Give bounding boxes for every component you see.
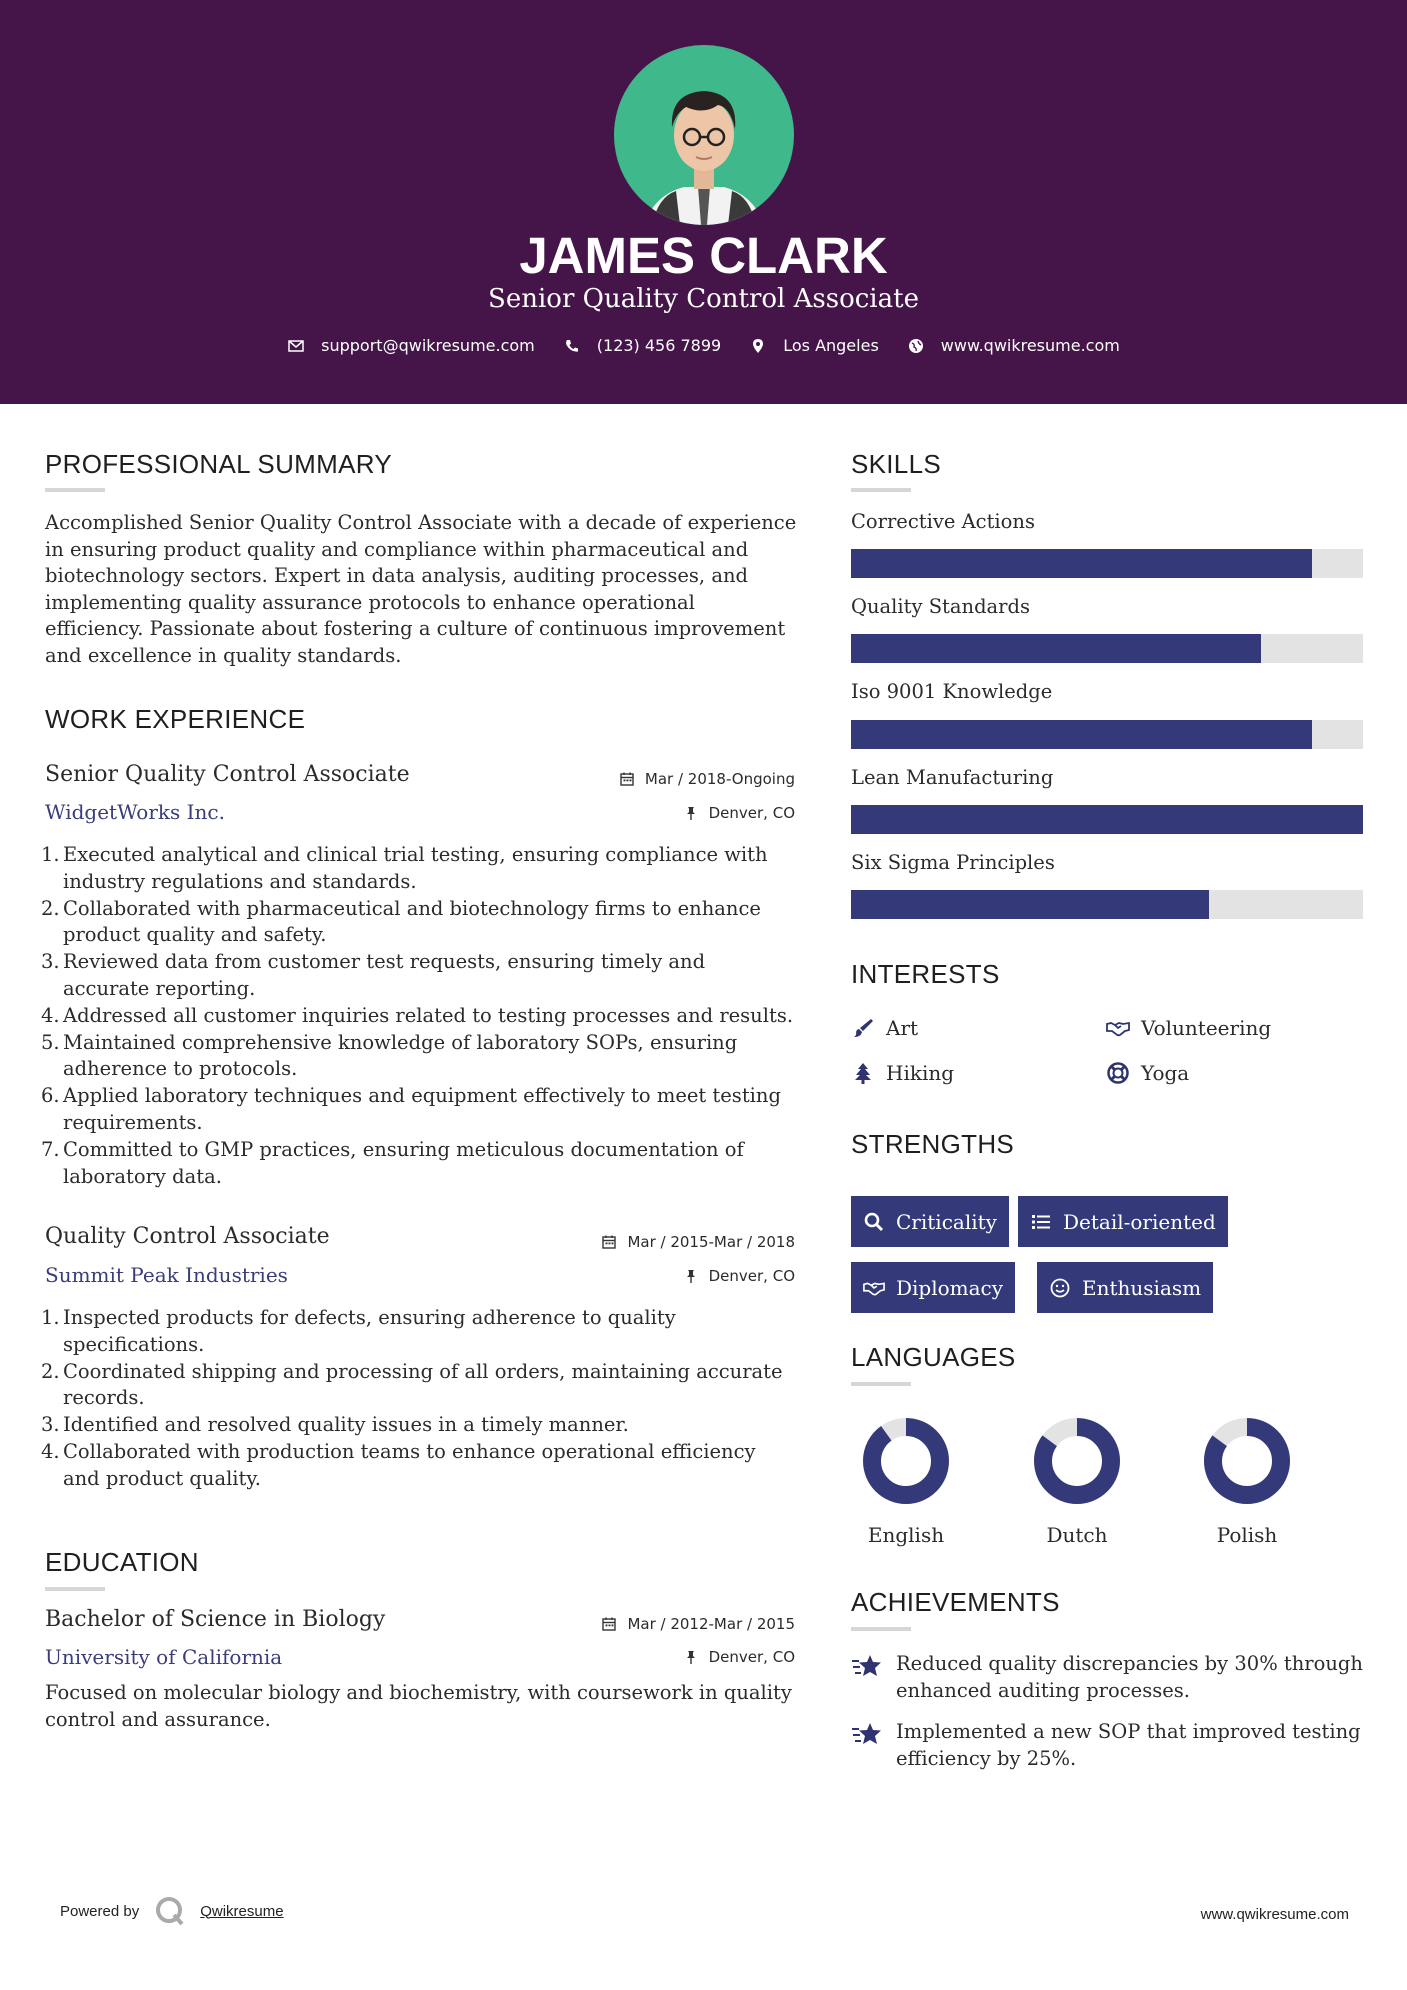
pushpin-icon xyxy=(683,805,699,821)
language-name: Dutch xyxy=(1046,1523,1108,1547)
skill-bar-fill xyxy=(851,890,1209,919)
skill-label: Corrective Actions xyxy=(851,510,1035,533)
job-location-text: Denver, CO xyxy=(708,1267,795,1285)
job-dates-text: Mar / 2015-Mar / 2018 xyxy=(627,1233,795,1251)
phone-icon xyxy=(563,337,581,355)
interests-heading: INTERESTS xyxy=(851,959,1000,989)
job-title: Senior Quality Control Associate xyxy=(45,762,410,787)
skill-bar xyxy=(851,890,1363,919)
pushpin-icon xyxy=(683,1268,699,1284)
qwikresume-logo-icon xyxy=(154,1895,186,1927)
skills-heading: SKILLS xyxy=(851,449,941,479)
language-item xyxy=(851,1416,961,1547)
job-location-text: Denver, CO xyxy=(708,804,795,822)
interest-item xyxy=(1106,1061,1189,1085)
envelope-icon xyxy=(287,337,305,355)
profile-photo xyxy=(614,45,794,225)
strength-label: Enthusiasm xyxy=(1082,1275,1202,1300)
job-location xyxy=(683,804,795,822)
paintbrush-icon xyxy=(851,1016,875,1040)
list-icon xyxy=(1030,1211,1052,1233)
language-name: English xyxy=(867,1523,945,1547)
skill-bar-fill xyxy=(851,805,1363,834)
list-item: 1. Inspected products for defects, ensuring adherence to quality specifications. xyxy=(41,1306,676,1356)
company-name: WidgetWorks Inc. xyxy=(45,800,225,824)
job-location xyxy=(683,1267,795,1285)
handshake-icon xyxy=(1106,1016,1130,1040)
skill-label: Iso 9001 Knowledge xyxy=(851,680,1053,703)
calendar-icon xyxy=(601,1616,617,1632)
skill-label: Quality Standards xyxy=(851,595,1030,618)
skill-bar-fill xyxy=(851,720,1312,749)
interest-label: Hiking xyxy=(886,1061,955,1085)
language-donut xyxy=(1202,1416,1292,1506)
interest-label: Volunteering xyxy=(1141,1016,1272,1040)
search-icon xyxy=(863,1211,885,1233)
education-divider xyxy=(45,1587,105,1591)
company-name: Summit Peak Industries xyxy=(45,1263,288,1287)
education-location xyxy=(683,1648,795,1666)
strength-chip xyxy=(851,1196,1009,1247)
achievements-divider xyxy=(851,1627,911,1631)
job-dates-text: Mar / 2018-Ongoing xyxy=(644,770,795,788)
star-icon xyxy=(851,1718,883,1750)
skill-bar-fill xyxy=(851,634,1261,663)
resume-header xyxy=(0,0,1407,404)
contact-phone[interactable] xyxy=(563,336,721,355)
contact-location xyxy=(749,336,879,355)
contact-website-text: www.qwikresume.com xyxy=(940,336,1120,355)
contact-phone-text: (123) 456 7899 xyxy=(596,336,722,355)
footer-powered-by xyxy=(60,1895,284,1927)
strength-label: Criticality xyxy=(896,1209,997,1234)
language-item xyxy=(1022,1416,1132,1547)
strengths-heading: STRENGTHS xyxy=(851,1129,1015,1159)
tree-icon xyxy=(851,1061,875,1085)
qwikresume-link[interactable]: Qwikresume xyxy=(200,1902,284,1920)
map-pin-icon xyxy=(749,337,767,355)
education-description: Focused on molecular biology and biochemistry, with coursework in quality control and assurance. xyxy=(45,1681,792,1731)
list-item: 7. Committed to GMP practices, ensuring meticulous documentation of laboratory data. xyxy=(41,1137,744,1188)
contact-email[interactable] xyxy=(287,336,535,355)
achievement-item xyxy=(851,1718,1363,1772)
powered-by-label: Powered by xyxy=(60,1902,140,1920)
achievement-text: Reduced quality discrepancies by 30% through enhanced auditing processes. xyxy=(896,1652,1363,1702)
strength-label: Diplomacy xyxy=(896,1275,1004,1300)
calendar-icon xyxy=(619,771,635,787)
education-dates-text: Mar / 2012-Mar / 2015 xyxy=(627,1615,795,1633)
list-item: 1. Executed analytical and clinical trial testing, ensuring compliance with industry regulations and standards. xyxy=(41,843,768,893)
skill-bar-fill xyxy=(851,549,1312,578)
degree-title: Bachelor of Science in Biology xyxy=(45,1607,386,1632)
skill-label: Lean Manufacturing xyxy=(851,766,1054,789)
globe-icon xyxy=(907,337,925,355)
list-item: 5. Maintained comprehensive knowledge of laboratory SOPs, ensuring adherence to protocols. xyxy=(41,1030,738,1081)
job-title: Quality Control Associate xyxy=(45,1224,330,1249)
strength-chip xyxy=(1037,1262,1213,1313)
contact-location-text: Los Angeles xyxy=(783,336,879,355)
language-donut-arc xyxy=(872,1427,940,1495)
skill-label: Six Sigma Principles xyxy=(851,851,1055,874)
language-donut xyxy=(861,1416,951,1506)
candidate-name: JAMES CLARK xyxy=(519,227,888,284)
strength-chip xyxy=(851,1262,1015,1313)
language-donut xyxy=(1032,1416,1122,1506)
school-name: University of California xyxy=(45,1645,283,1669)
job-dates xyxy=(601,1233,795,1251)
interest-label: Yoga xyxy=(1141,1061,1190,1085)
skill-bar xyxy=(851,549,1363,578)
experience-heading: WORK EXPERIENCE xyxy=(45,704,306,734)
skill-bar xyxy=(851,634,1363,663)
language-item xyxy=(1192,1416,1302,1547)
education-location-text: Denver, CO xyxy=(708,1648,795,1666)
summary-text: Accomplished Senior Quality Control Associate with a decade of experience in ensuring product quality and compliance within pharmaceutical and biotechnology sectors. Expert in data analysis, auditing processes, and implementing quality assurance protocols to enhance operational efficiency. Passionate about fostering a culture of continuous improvement and excellence in quality standards. xyxy=(45,511,797,667)
life-ring-icon xyxy=(1106,1061,1130,1085)
languages-heading: LANGUAGES xyxy=(851,1342,1016,1372)
job-dates xyxy=(619,770,795,788)
footer-url[interactable]: www.qwikresume.com xyxy=(1200,1906,1349,1923)
interest-item xyxy=(1106,1016,1271,1040)
achievement-text: Implemented a new SOP that improved testing efficiency by 25%. xyxy=(896,1720,1361,1770)
interest-label: Art xyxy=(886,1016,919,1040)
education-dates xyxy=(601,1615,795,1633)
list-item: 3. Reviewed data from customer test requests, ensuring timely and accurate reporting. xyxy=(41,950,706,1000)
list-item: 4. Collaborated with production teams to enhance operational efficiency and product quality. xyxy=(41,1439,756,1490)
languages-divider xyxy=(851,1382,911,1386)
skills-divider xyxy=(851,488,911,492)
handshake-icon xyxy=(863,1277,885,1299)
contact-bar xyxy=(0,336,1407,355)
smile-icon xyxy=(1049,1277,1071,1299)
education-heading: EDUCATION xyxy=(45,1547,199,1577)
calendar-icon xyxy=(601,1234,617,1250)
contact-email-text: support@qwikresume.com xyxy=(321,336,535,355)
language-name: Polish xyxy=(1216,1523,1278,1547)
summary-divider xyxy=(45,488,105,492)
strength-chip xyxy=(1018,1196,1228,1247)
list-item: 2. Collaborated with pharmaceutical and biotechnology firms to enhance product quality and safety. xyxy=(41,896,761,947)
list-item: 4. Addressed all customer inquiries related to testing processes and results. xyxy=(41,1003,794,1027)
achievement-item xyxy=(851,1650,1363,1704)
candidate-title: Senior Quality Control Associate xyxy=(488,284,919,314)
contact-website[interactable] xyxy=(907,336,1120,355)
interest-item xyxy=(851,1016,918,1040)
job-duties-list xyxy=(41,1305,795,1493)
strength-label: Detail-oriented xyxy=(1063,1209,1216,1234)
job-duties-list xyxy=(41,842,795,1190)
achievements-heading: ACHIEVEMENTS xyxy=(851,1587,1060,1617)
list-item: 2. Coordinated shipping and processing of all orders, maintaining accurate records. xyxy=(41,1359,783,1410)
star-icon xyxy=(851,1650,883,1682)
list-item: 3. Identified and resolved quality issues in a timely manner. xyxy=(41,1413,629,1437)
skill-bar xyxy=(851,805,1363,834)
profile-photo-illustration xyxy=(614,45,794,225)
summary-heading: PROFESSIONAL SUMMARY xyxy=(45,449,392,479)
skill-bar xyxy=(851,720,1363,749)
pushpin-icon xyxy=(683,1649,699,1665)
list-item: 6. Applied laboratory techniques and equipment effectively to meet testing requirements. xyxy=(41,1084,781,1134)
interest-item xyxy=(851,1061,954,1085)
